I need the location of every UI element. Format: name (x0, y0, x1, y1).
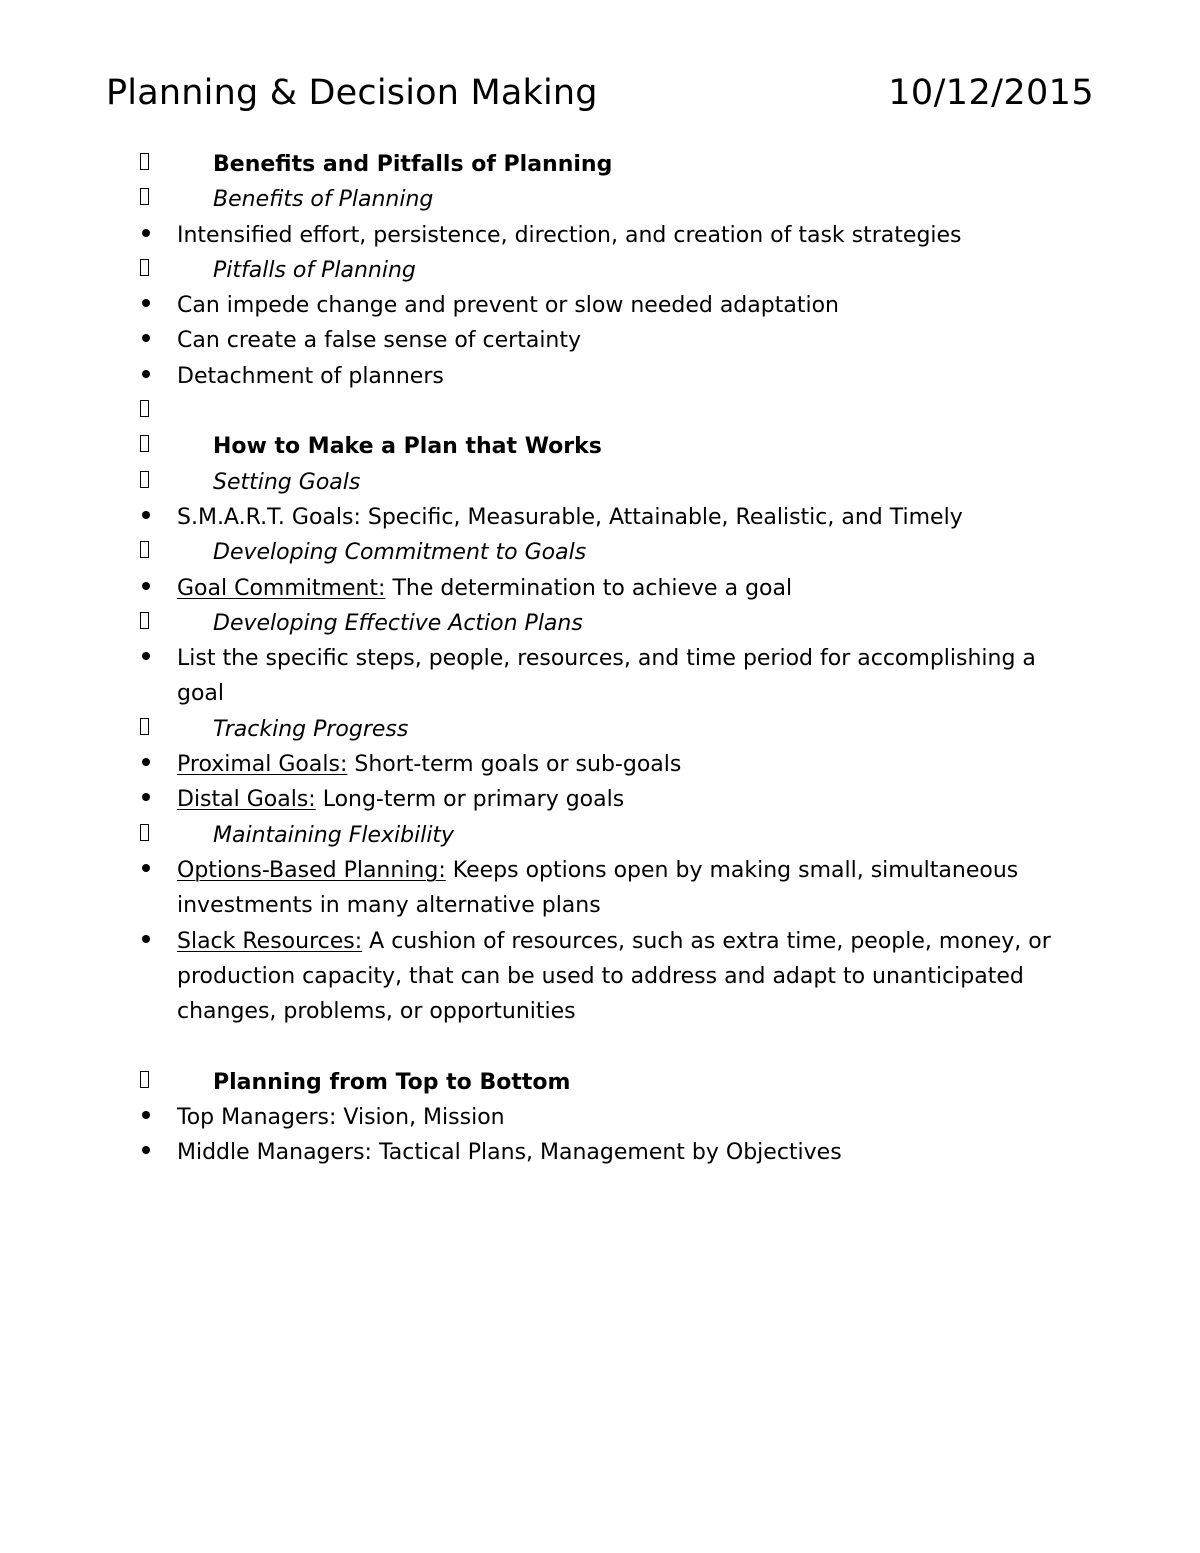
missing-glyph-box-icon (140, 818, 156, 853)
missing-glyph-box-icon (140, 465, 156, 500)
bullet-item (0, 782, 1200, 817)
subsection-heading (0, 712, 1200, 747)
item-text: Benefits and Pitfalls of Planning (213, 152, 613, 177)
bullet-item (0, 853, 1200, 924)
subsection-heading (0, 182, 1200, 217)
missing-glyph-box-icon (140, 712, 156, 747)
definition-text: Short-term goals or sub-goals (347, 752, 682, 778)
item-text: Detachment of planners (177, 363, 444, 389)
bullet-dot-icon (140, 500, 156, 535)
item-text: Can impede change and prevent or slow needed adaptation (177, 293, 839, 319)
bullet-dot-icon (140, 288, 156, 323)
subsection-heading (0, 535, 1200, 570)
bullet-dot-icon (140, 1135, 156, 1170)
term-definition (177, 571, 1060, 606)
missing-glyph-box-icon (140, 394, 156, 429)
bullet-item (0, 500, 1200, 535)
bullet-item (0, 924, 1200, 1030)
item-text: Intensified effort, persistence, direction, and creation of task strategies (177, 222, 962, 248)
bullet-dot-icon (140, 782, 156, 817)
document-date: 10/12/2015 (888, 73, 1094, 113)
item-text: Planning from Top to Bottom (213, 1069, 571, 1095)
subsection-heading (0, 606, 1200, 641)
item-text: Developing Commitment to Goals (213, 540, 587, 566)
bullet-item (0, 641, 1200, 712)
missing-glyph-box-icon (140, 1065, 156, 1100)
bullet-item (0, 747, 1200, 782)
bullet-dot-icon (140, 747, 156, 782)
item-text: List the specific steps, people, resources, and time period for accomplishing a goal (177, 646, 1036, 707)
bullet-dot-icon (140, 571, 156, 606)
item-text: Tracking Progress (213, 716, 409, 742)
missing-glyph-box-icon (140, 429, 156, 464)
bullet-item (0, 1100, 1200, 1135)
defined-term: Options-Based Planning: (177, 857, 446, 883)
term-definition (177, 782, 1060, 817)
bullet-dot-icon (140, 218, 156, 253)
section-heading (0, 429, 1200, 464)
defined-term: Goal Commitment: (177, 575, 386, 601)
item-text: Top Managers: Vision, Mission (177, 1105, 505, 1131)
bullet-item (0, 288, 1200, 323)
bullet-dot-icon (140, 641, 156, 676)
section-heading (0, 147, 1200, 182)
subsection-heading (0, 818, 1200, 853)
bullet-dot-icon (140, 359, 156, 394)
document-title: Planning & Decision Making (106, 73, 598, 113)
item-text: Benefits of Planning (213, 187, 434, 213)
definition-text: A cushion of resources, such as extra time, people, money, or production capacity, that can be used to address and adapt to unanticipated changes, problems, or opportunities (177, 928, 1051, 1025)
missing-glyph-box-icon (140, 253, 156, 288)
defined-term: Distal Goals: (177, 787, 316, 813)
definition-text: Keeps options open by making small, simultaneous investments in many alternative plans (177, 857, 1019, 919)
item-text: Middle Managers: Tactical Plans, Management by Objectives (177, 1140, 842, 1166)
item-text: Maintaining Flexibility (213, 822, 455, 848)
bullet-dot-icon (140, 924, 156, 959)
item-text: How to Make a Plan that Works (213, 434, 602, 460)
bullet-item (0, 1135, 1200, 1170)
bullet-item (0, 323, 1200, 358)
item-text: S.M.A.R.T. Goals: Specific, Measurable, Attainable, Realistic, and Timely (177, 504, 963, 530)
subsection-heading (0, 253, 1200, 288)
bullet-item (0, 359, 1200, 394)
term-definition (177, 747, 1060, 782)
item-text: Can create a false sense of certainty (177, 328, 582, 354)
bullet-item (0, 218, 1200, 253)
item-text: Developing Effective Action Plans (213, 610, 583, 636)
missing-glyph-box-icon (140, 147, 156, 182)
missing-glyph-box-icon (140, 606, 156, 641)
missing-glyph-box-icon (140, 535, 156, 570)
notes-outline (0, 147, 1200, 1171)
item-text: Setting Goals (213, 469, 361, 495)
term-definition (177, 924, 1060, 1030)
bullet-item (0, 571, 1200, 606)
section-heading (0, 1065, 1200, 1100)
defined-term: Slack Resources: (177, 928, 363, 954)
definition-text: Long-term or primary goals (315, 787, 625, 813)
bullet-dot-icon (140, 1100, 156, 1135)
missing-glyph-box-icon (140, 182, 156, 217)
bullet-dot-icon (140, 853, 156, 888)
definition-text: The determination to achieve a goal (385, 575, 793, 601)
empty-outline-item (0, 394, 1200, 429)
bullet-dot-icon (140, 323, 156, 358)
defined-term: Proximal Goals: (177, 752, 348, 778)
blank-line (0, 1029, 1200, 1064)
item-text: Pitfalls of Planning (213, 257, 416, 283)
subsection-heading (0, 465, 1200, 500)
term-definition (177, 853, 1060, 924)
